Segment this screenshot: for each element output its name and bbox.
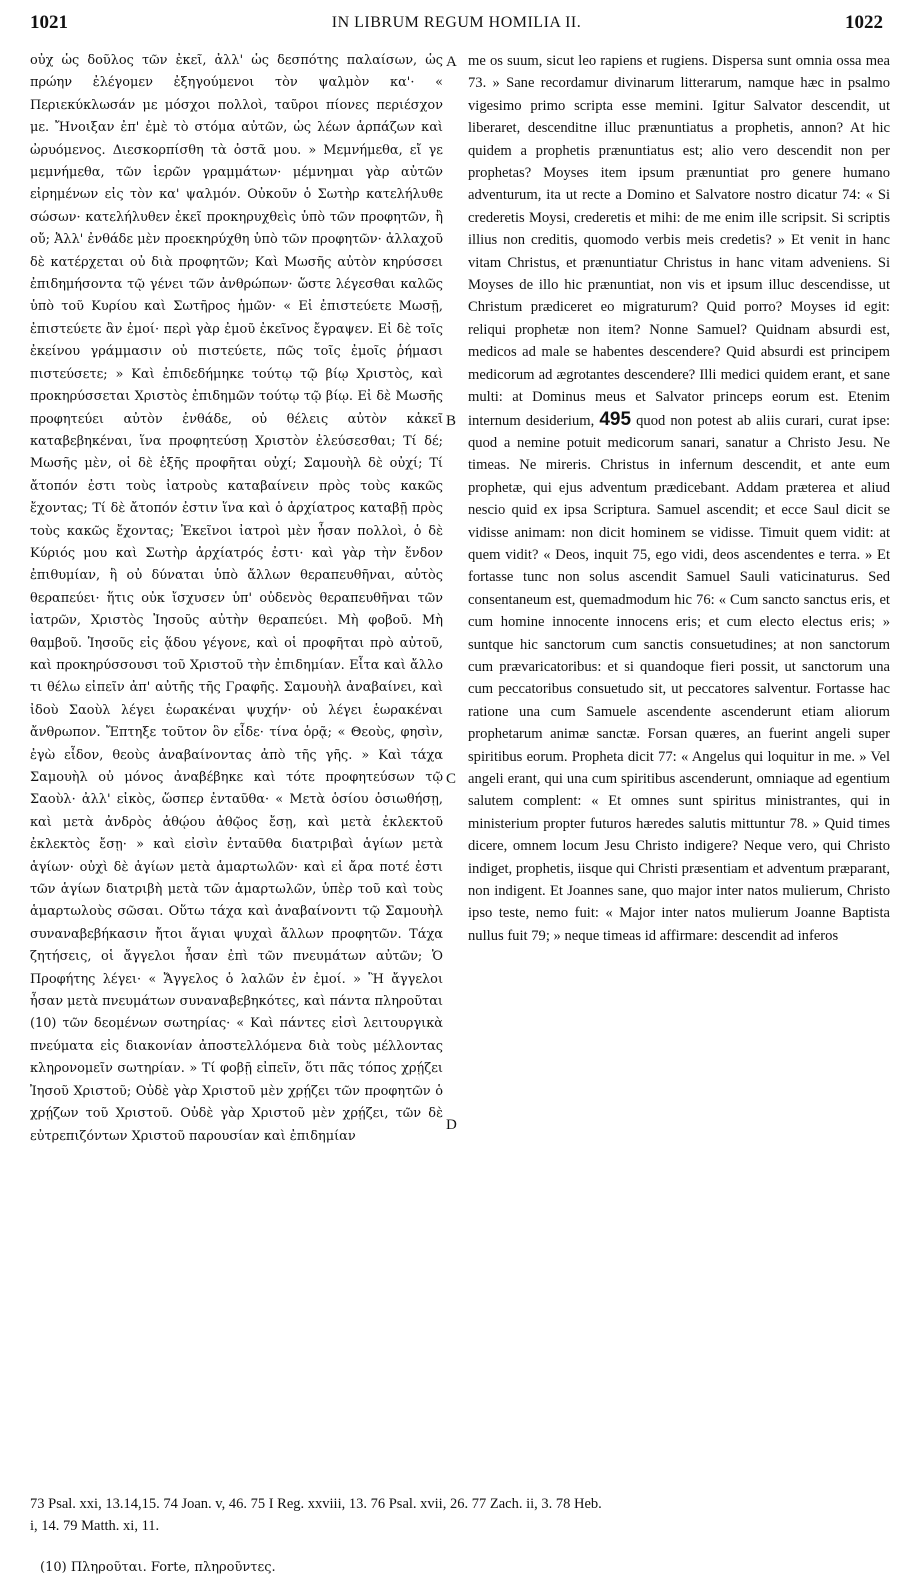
latin-text-part-1: me os suum, sicut leo rapiens et rugiens. Dispersa sunt omnia ossa mea 73. » Sane recordamur divinarum litterarum, namque hæc in psalmo vigesimo primo scripta esse memini. Igitur Salvator descendit, ut liberaret, descenditne illuc prænuntiatus a prophetis, annon? At hic quidem a prophetis prænuntiatus est; alio vero descendit non per prophetas? Moyses item ipsum prænuntiat pro genere humano adventurum, ita ut recte a Domino et Salvatore nostro dicatur 74: « Si crederetis Moysi, crederetis et mihi: de me enim ille scripsit. Si scriptis illius non creditis, quomodo verbis meis credetis? » Et venit in hanc vitam Christus, et prænuntiatur Christus in hanc vitam adveniens. Si Moyses de illo hic prænuntiat, non vis et ipsum illuc descendisse, ut Christum prædiceret eo migraturum? Quid porro? Moyses id egit: reliqui prophetæ non item? Nonne Samuel? Quidnam absurdi est, medicos ad male se habentes descendere? Quid absurdi est principem medicorum ad ægrotantes descendere? Illi medici quidem erant, et sane multi: at Dominus meus et Salvator princeps eorum est. Etenim internum desiderium, <box>468 53 890 429</box>
section-marker-c: C <box>446 771 457 787</box>
edition-page-badge: 495 <box>599 408 632 430</box>
greek-paragraph: οὐχ ὡς δοῦλος τῶν ἐκεῖ, ἀλλ' ὡς δεσπότης παλαίσων, ὡς πρώην ἐλέγομεν ἐξηγούμενοι τὸν ψαλμὸν κα'· « Περιεκύκλωσάν με μόσχοι πολλοὶ, ταῦροι πίονες περιέσχον με. Ἤνοιξαν ἐπ' ἐμὲ τὸ στόμα αὐτῶν, ὡς λέων ἁρπάζων καὶ ὠρυόμενος. Διεσκορπίσθη τὰ ὀστᾶ μου. » Μεμνήμεθα, εἴ γε μεμνήμεθα, τῶν ἱερῶν γραμμάτων· μέμνημαι γὰρ αὐτῶν εἰρημένων εἰς τὸν κα' ψαλμόν. Οὐκοῦν ὁ Σωτὴρ κατελήλυθε σώσων· κατελήλυθεν ἐκεῖ προκηρυχθεὶς ὑπὸ τῶν προφητῶν, ἢ οὔ; Ἀλλ' ἐνθάδε μὲν προεκηρύχθη ὑπὸ τῶν προφητῶν· ἀλλαχοῦ δὲ κατέρχεται οὐ διὰ προφητῶν; Καὶ Μωσῆς αὐτὸν κηρύσσει ἐπιδημήσοντα τῷ γένει τῶν ἀνθρώπων· ὥστε λέγεσθαι καλῶς ὑπὸ τοῦ Κυρίου καὶ Σωτῆρος ἡμῶν· « Εἰ ἐπιστεύετε Μωσῇ, ἐπιστεύετε ἂν ἐμοί· περὶ γὰρ ἐμοῦ ἐκεῖνος ἔγραψεν. Εἰ δὲ τοῖς ἐκείνου γράμμασιν οὐ πιστεύετε, πῶς τοῖς ἐμοῖς ῥήμασι πιστεύσετε; » Καὶ ἐπιδεδήμηκε τούτῳ τῷ βίῳ Χριστὸς, καὶ προκηρύσσεται Χριστὸς ἐπιδημῶν τούτῳ τῷ βίῳ. Εἰ δὲ Μωσῆς προφητεύει αὐτὸν ἐνθάδε, οὐ θέλεις αὐτὸν κἀκεῖ καταβεβηκέναι, ἵνα προφητεύσῃ Χριστὸν ἐλεύσεσθαι; Τί δέ; Μωσῆς μὲν, οἱ δὲ ἑξῆς προφῆται οὐχί; Σαμουὴλ δὲ οὐχί; Τί ἄτοπόν ἐστι τοὺς ἰατροὺς καταβαίνειν πρὸς τοὺς κακῶς ἔχοντας; Τί δὲ ἄτοπόν ἐστιν ἵνα καὶ ὁ ἀρχίατρος καταβῇ πρὸς τοὺς κακῶς ἔχοντας; Ἐκεῖνοι ἰατροὶ μὲν ἦσαν πολλοὶ, ὁ δὲ Κύριός μου καὶ Σωτὴρ ἀρχίατρός ἐστι· καὶ γὰρ τὴν ἔνδον ἐπιθυμίαν, ἣ οὐ δύναται ὑπὸ ἄλλων θεραπευθῆναι, αὐτὸς θεραπεύει· ἥτις οὐκ ἴσχυσεν ὑπ' οὐδενὸς θεραπευθῆναι τῶν ἰατρῶν, Χριστὸς Ἰησοῦς αὐτὴν θεραπεύει. Μὴ φοβοῦ. Μὴ θαμβοῦ. Ἰησοῦς εἰς ᾅδου γέγονε, καὶ οἱ προφῆται πρὸ αὐτοῦ, καὶ προκηρύσσουσι τοῦ Χριστοῦ τὴν ἐπιδημίαν. Εἶτα καὶ ἄλλο τι θέλω εἰπεῖν ἀπ' αὐτῆς τῆς Γραφῆς. Σαμουὴλ ἀναβαίνει, καὶ ἰδοὺ Σαοὺλ λέγει ἑωρακέναι ψυχήν· οὐ λέγει ἑωρακέναι ἄνθρωπον. Ἔπτηξε τοῦτον ὃν εἶδε· τίνα ὁρᾷ; « Θεοὺς, φησὶν, ἐγὼ εἶδον, θεοὺς ἀναβαίνοντας ἀπὸ τῆς γῆς. » Καὶ τάχα Σαμουὴλ οὐ μόνος ἀναβέβηκε καὶ τότε προφητεύσων τῷ Σαοὺλ· ἀλλ' εἰκὸς, ὥσπερ ἐνταῦθα· « Μετὰ ὁσίου ὁσιωθήσῃ, καὶ μετὰ ἀνδρὸς ἀθῴου ἀθῷος ἔσῃ, καὶ μετὰ ἐκλεκτοῦ ἐκλεκτὸς ἔσῃ· » καὶ εἰσὶν ἐνταῦθα διατριβαὶ ἁγίων μετὰ ἁγίων· οὐχὶ δὲ ἁγίων μετὰ ἁμαρτωλῶν· καὶ εἰ ἄρα ποτέ ἐστι τῶν ἁγίων διατριβὴ μετὰ τῶν ἁμαρτωλῶν, ὑπὲρ τοῦ καὶ τοὺς ἁμαρτωλοὺς σῶσαι. Οὕτω τάχα καὶ ἀναβαίνοντι τῷ Σαμουὴλ συναναβεβήκασιν ἤτοι ἅγιαι ψυχαὶ ἄλλων προφητῶν. Τάχα ζητήσεις, οἱ ἄγγελοι ἦσαν ἐπὶ τῶν πνευμάτων αὐτῶν; Ὁ Προφήτης λέγει· « Ἄγγελος ὁ λαλῶν ἐν ἐμοί. » Ἢ ἄγγελοι ἦσαν μετὰ πνευμάτων συναναβεβηκότες, καὶ πάντα πληροῦται (10) τῶν δεομένων σωτηρίας· « Καὶ πάντες εἰσὶ λειτουργικὰ πνεύματα εἰς διακονίαν ἀποστελλόμενα διὰ τοὺς μέλλοντας κληρονομεῖν σωτηρίαν. » Τί φοβῇ εἰπεῖν, ὅτι πᾶς τόπος χρῄζει Ἰησοῦ Χριστοῦ; Οὐδὲ γὰρ Χριστοῦ μὲν χρῄζει τῶν προφητῶν ὁ χρῄζων τοῦ Χριστοῦ. Οὐδὲ γὰρ Χριστοῦ μὲν χρῄζει, τῶν δὲ εὐτρεπιζόντων Χριστοῦ παρουσίαν καὶ ἐπιδημίαν <box>30 53 443 1144</box>
footnote-line-1: 73 Psal. xxi, 13.14,15. 74 Joan. v, 46. 75 I Reg. xxviii, 13. 76 Psal. xvii, 26. 77 Zach. ii, 3. 78 Heb. <box>30 1496 602 1512</box>
running-title: IN LIBRUM REGUM HOMILIA II. <box>331 14 582 31</box>
latin-text-column <box>468 50 890 947</box>
section-marker-b: B <box>446 413 457 429</box>
latin-paragraph <box>468 50 890 947</box>
running-header <box>30 12 883 42</box>
right-page-number: 1022 <box>845 12 883 33</box>
latin-text-part-2: quod non potest ab aliis curari, curat ipse: quod a nemine potuit medicorum sanari, sanatur a Christo Jesu. Ne timeas. Ne mireris. Christus in infernum descendit, et ante eum prophetæ, qui ejus adventum prædicebant. Addam præterea et aliud nescio quid ex ipsa Scriptura. Samuel ascendit; et ecce Saul dicit se vidisse animam: non dicit hominem se vidisse. Timuit quem vidit: at quem vidit? « Deos, inquit 75, ego vidi, deos ascendentes e terra. » Et fortasse tunc non solus ascendit Samuel Sauli vaticinaturus. Sed consentaneum est, quemadmodum hic 76: « Cum sancto sanctus eris, et cum homine innocente innocens eris; et cum electo electus eris; » suntque hic sanctorum cum sanctis consuetudines; at non sanctorum cum prævaricatoribus: et si quandoque fieri possit, ut sanctorum una cum peccatoribus consuetudo sit, ut peccatores salventur. Fortasse hac ratione una cum Samuele ascendente ascenderunt etiam aliorum prophetarum animæ sanctæ. Forsan quæres, an fuerint angeli super spiritibus eorum. Propheta dicit 77: « Angelus qui loquitur in me. » Vel angeli erant, qui una cum spiritibus ascenderunt, omniaque ad egentium salutem complent: « Et omnes sunt spiritus ministrantes, qui in ministerium propter futuros hæredes salutis mittuntur 78. » Quid times dicere, omnem locum Jesu Christo indigere? Neque vero, qui Christo indiget, prophetis, iisque qui Christi præsentiam et adventum præparant, non indigent. Et Joannes sane, quo major inter natos mulierum, Christo ipso teste, nemo fuit: « Major inter natos mulierum Joanne Baptista nullus fuit 79; » neque timeas id affirmare: descendit ad inferos <box>468 412 890 944</box>
section-marker-d: D <box>446 1117 457 1133</box>
greek-text-column <box>30 50 443 1148</box>
greek-text-note: (10) Πληροῦται. Forte, πληροῦντες. <box>40 1560 276 1575</box>
section-marker-a: A <box>446 54 457 70</box>
footnotes <box>30 1493 883 1537</box>
footnote-line-2: i, 14. 79 Matth. xi, 11. <box>30 1518 160 1534</box>
left-page-number: 1021 <box>30 12 68 33</box>
